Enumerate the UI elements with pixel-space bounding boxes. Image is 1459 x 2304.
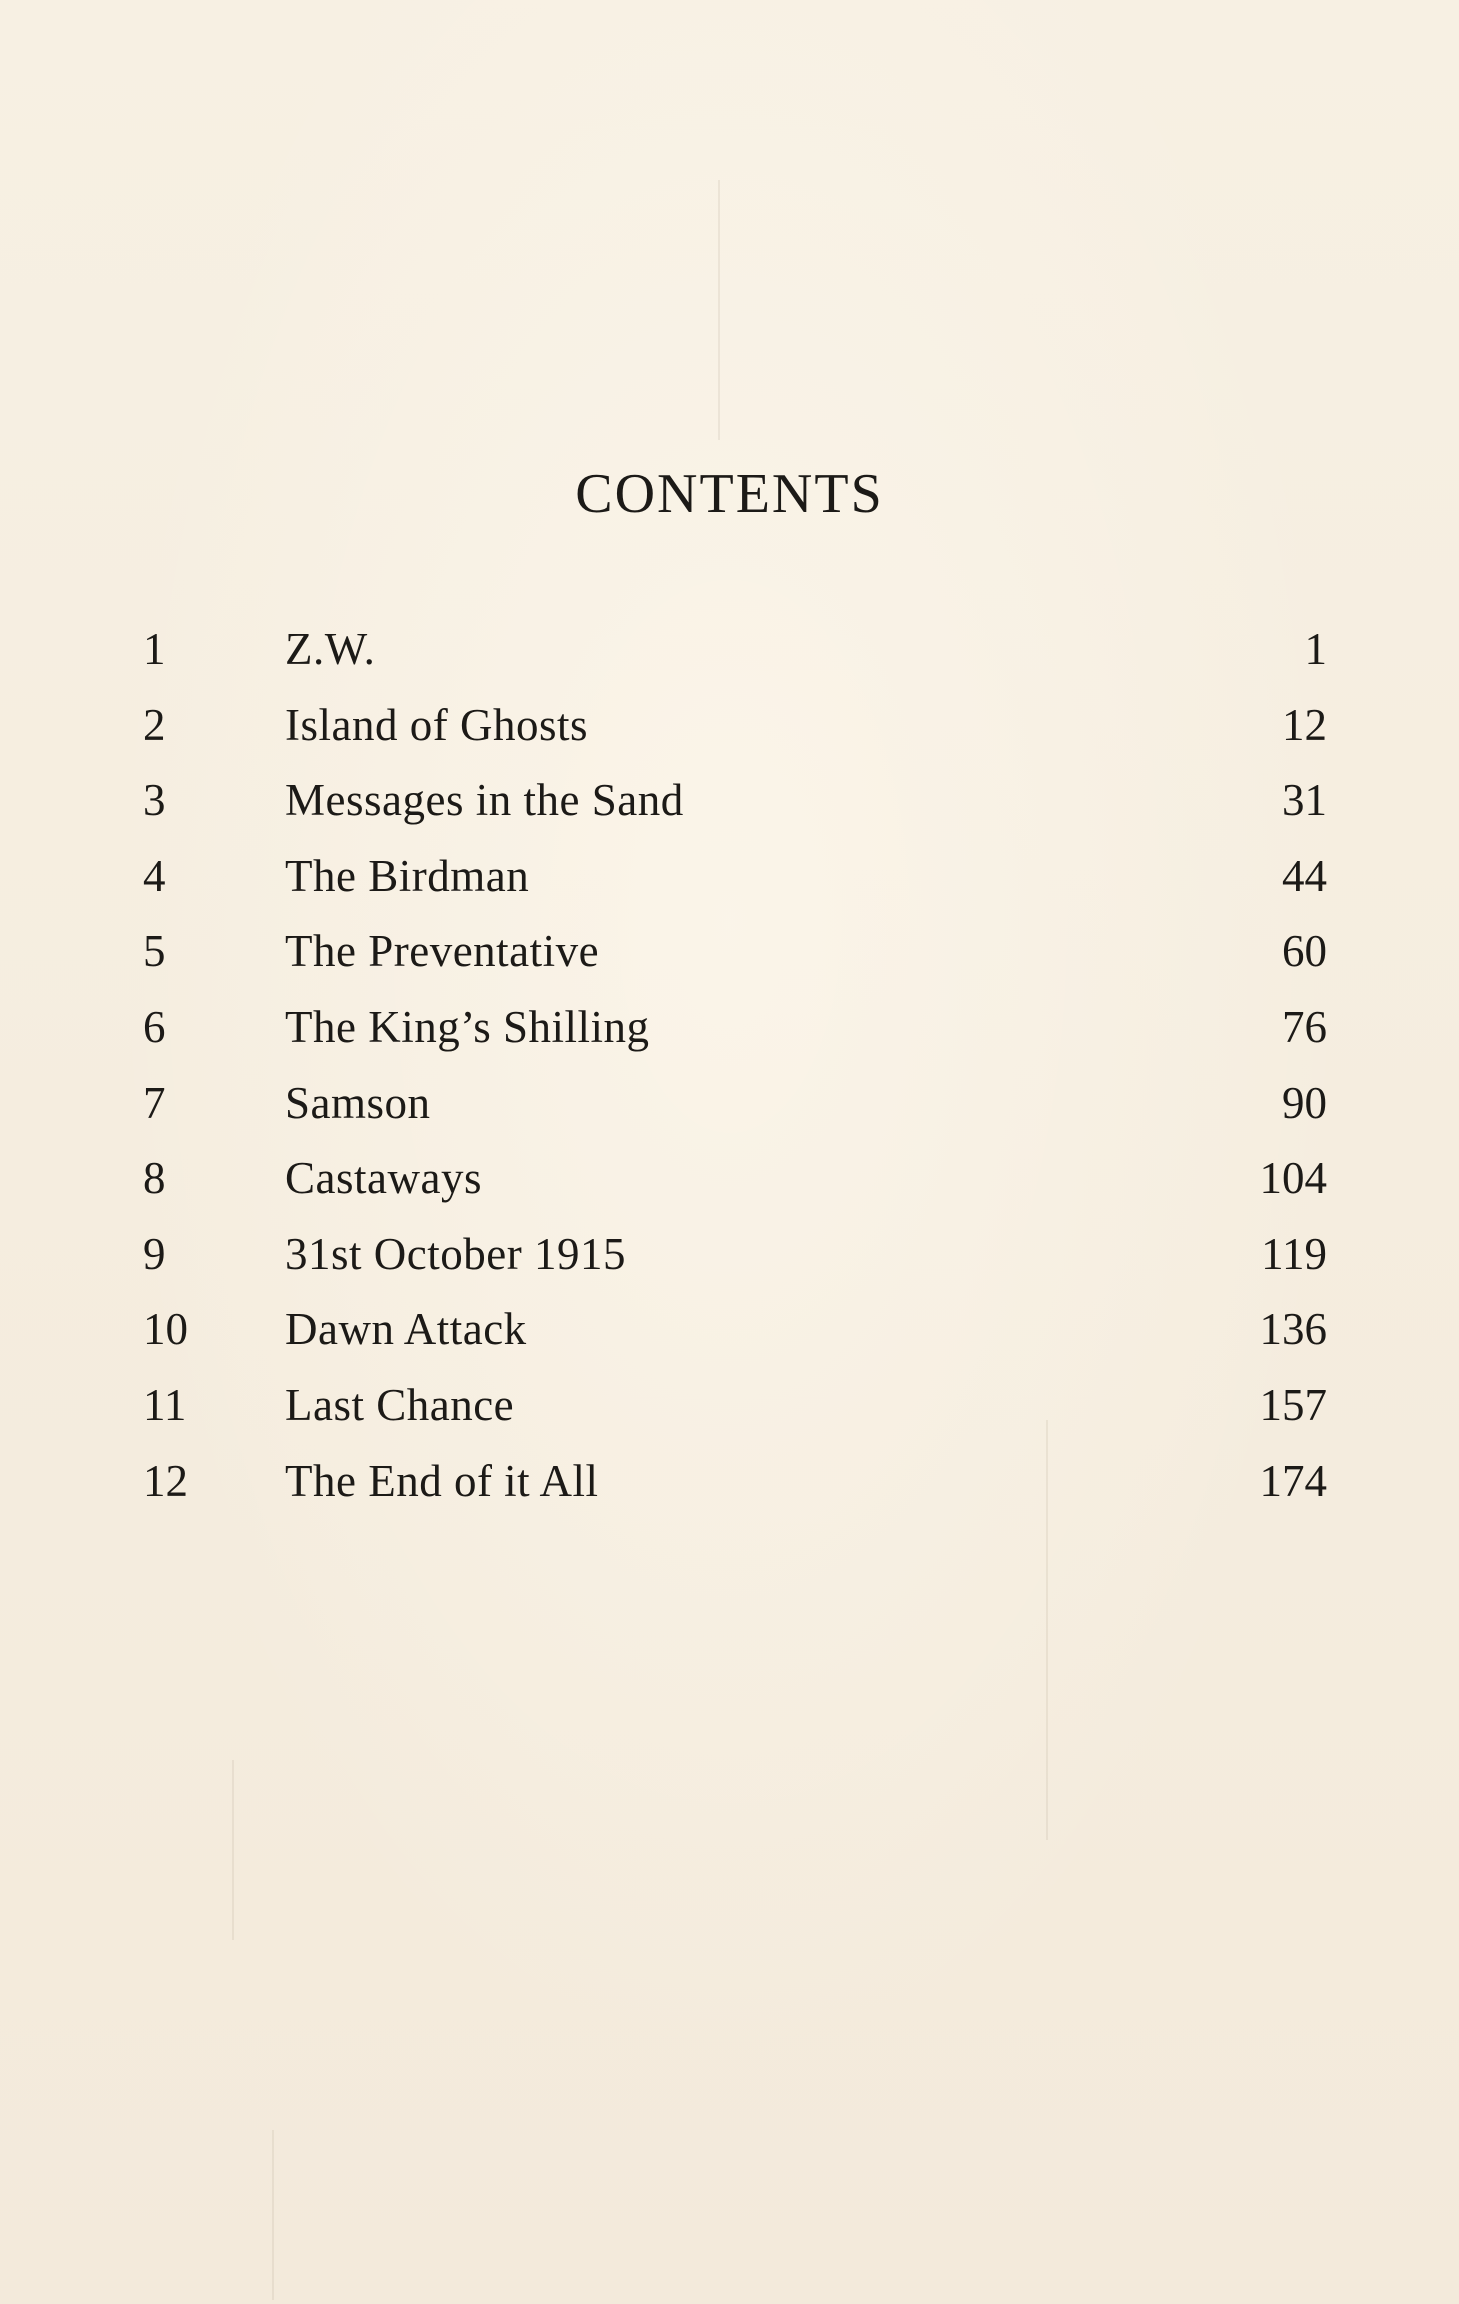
toc-entry[interactable] (0, 612, 1459, 688)
toc-entry[interactable] (0, 914, 1459, 990)
chapter-title: The End of it All (285, 1455, 599, 1506)
toc-entry[interactable] (0, 1217, 1459, 1293)
chapter-number: 11 (143, 1379, 187, 1430)
paper-crease (718, 180, 720, 440)
chapter-title: The Birdman (285, 850, 530, 901)
page-number: 104 (1259, 1153, 1327, 1204)
page-number: 174 (1259, 1455, 1327, 1506)
toc-entry[interactable] (0, 1368, 1459, 1444)
page-number: 90 (1282, 1077, 1327, 1128)
page-number: 119 (1261, 1228, 1327, 1279)
toc-entry[interactable] (0, 688, 1459, 764)
page-number: 76 (1282, 1001, 1327, 1052)
page-number: 44 (1282, 850, 1327, 901)
chapter-number: 7 (143, 1077, 166, 1128)
toc-entry[interactable] (0, 1141, 1459, 1217)
toc-entry[interactable] (0, 1066, 1459, 1142)
table-of-contents (0, 612, 1459, 1519)
toc-entry[interactable] (0, 1444, 1459, 1520)
page-number: 136 (1259, 1304, 1327, 1355)
chapter-number: 1 (143, 624, 166, 674)
toc-entry[interactable] (0, 990, 1459, 1066)
chapter-title: Last Chance (285, 1379, 515, 1430)
chapter-number: 9 (143, 1228, 166, 1279)
page-number: 12 (1282, 699, 1327, 750)
chapter-title: Island of Ghosts (285, 699, 588, 750)
toc-entry[interactable] (0, 1292, 1459, 1368)
chapter-title: 31st October 1915 (285, 1228, 626, 1279)
page-number: 157 (1259, 1379, 1327, 1430)
chapter-title: Messages in the Sand (285, 775, 684, 826)
paper-crease (232, 1760, 234, 1940)
toc-entry[interactable] (0, 839, 1459, 915)
chapter-title: The Preventative (285, 926, 600, 977)
chapter-number: 4 (143, 850, 166, 901)
chapter-title: Castaways (285, 1153, 482, 1204)
chapter-number: 5 (143, 926, 166, 977)
chapter-number: 12 (143, 1455, 188, 1506)
chapter-number: 10 (143, 1304, 188, 1355)
chapter-number: 2 (143, 699, 166, 750)
chapter-number: 3 (143, 775, 166, 826)
contents-heading: CONTENTS (575, 463, 884, 525)
chapter-title: The King’s Shilling (285, 1001, 650, 1052)
toc-entry[interactable] (0, 763, 1459, 839)
page-number: 60 (1282, 926, 1327, 977)
page-number: 1 (1304, 624, 1327, 674)
chapter-title: Dawn Attack (285, 1304, 527, 1355)
chapter-number: 8 (143, 1153, 166, 1204)
chapter-title: Z.W. (285, 624, 376, 674)
chapter-title: Samson (285, 1077, 431, 1128)
page-number: 31 (1282, 775, 1327, 826)
paper-crease (272, 2130, 274, 2300)
chapter-number: 6 (143, 1001, 166, 1052)
